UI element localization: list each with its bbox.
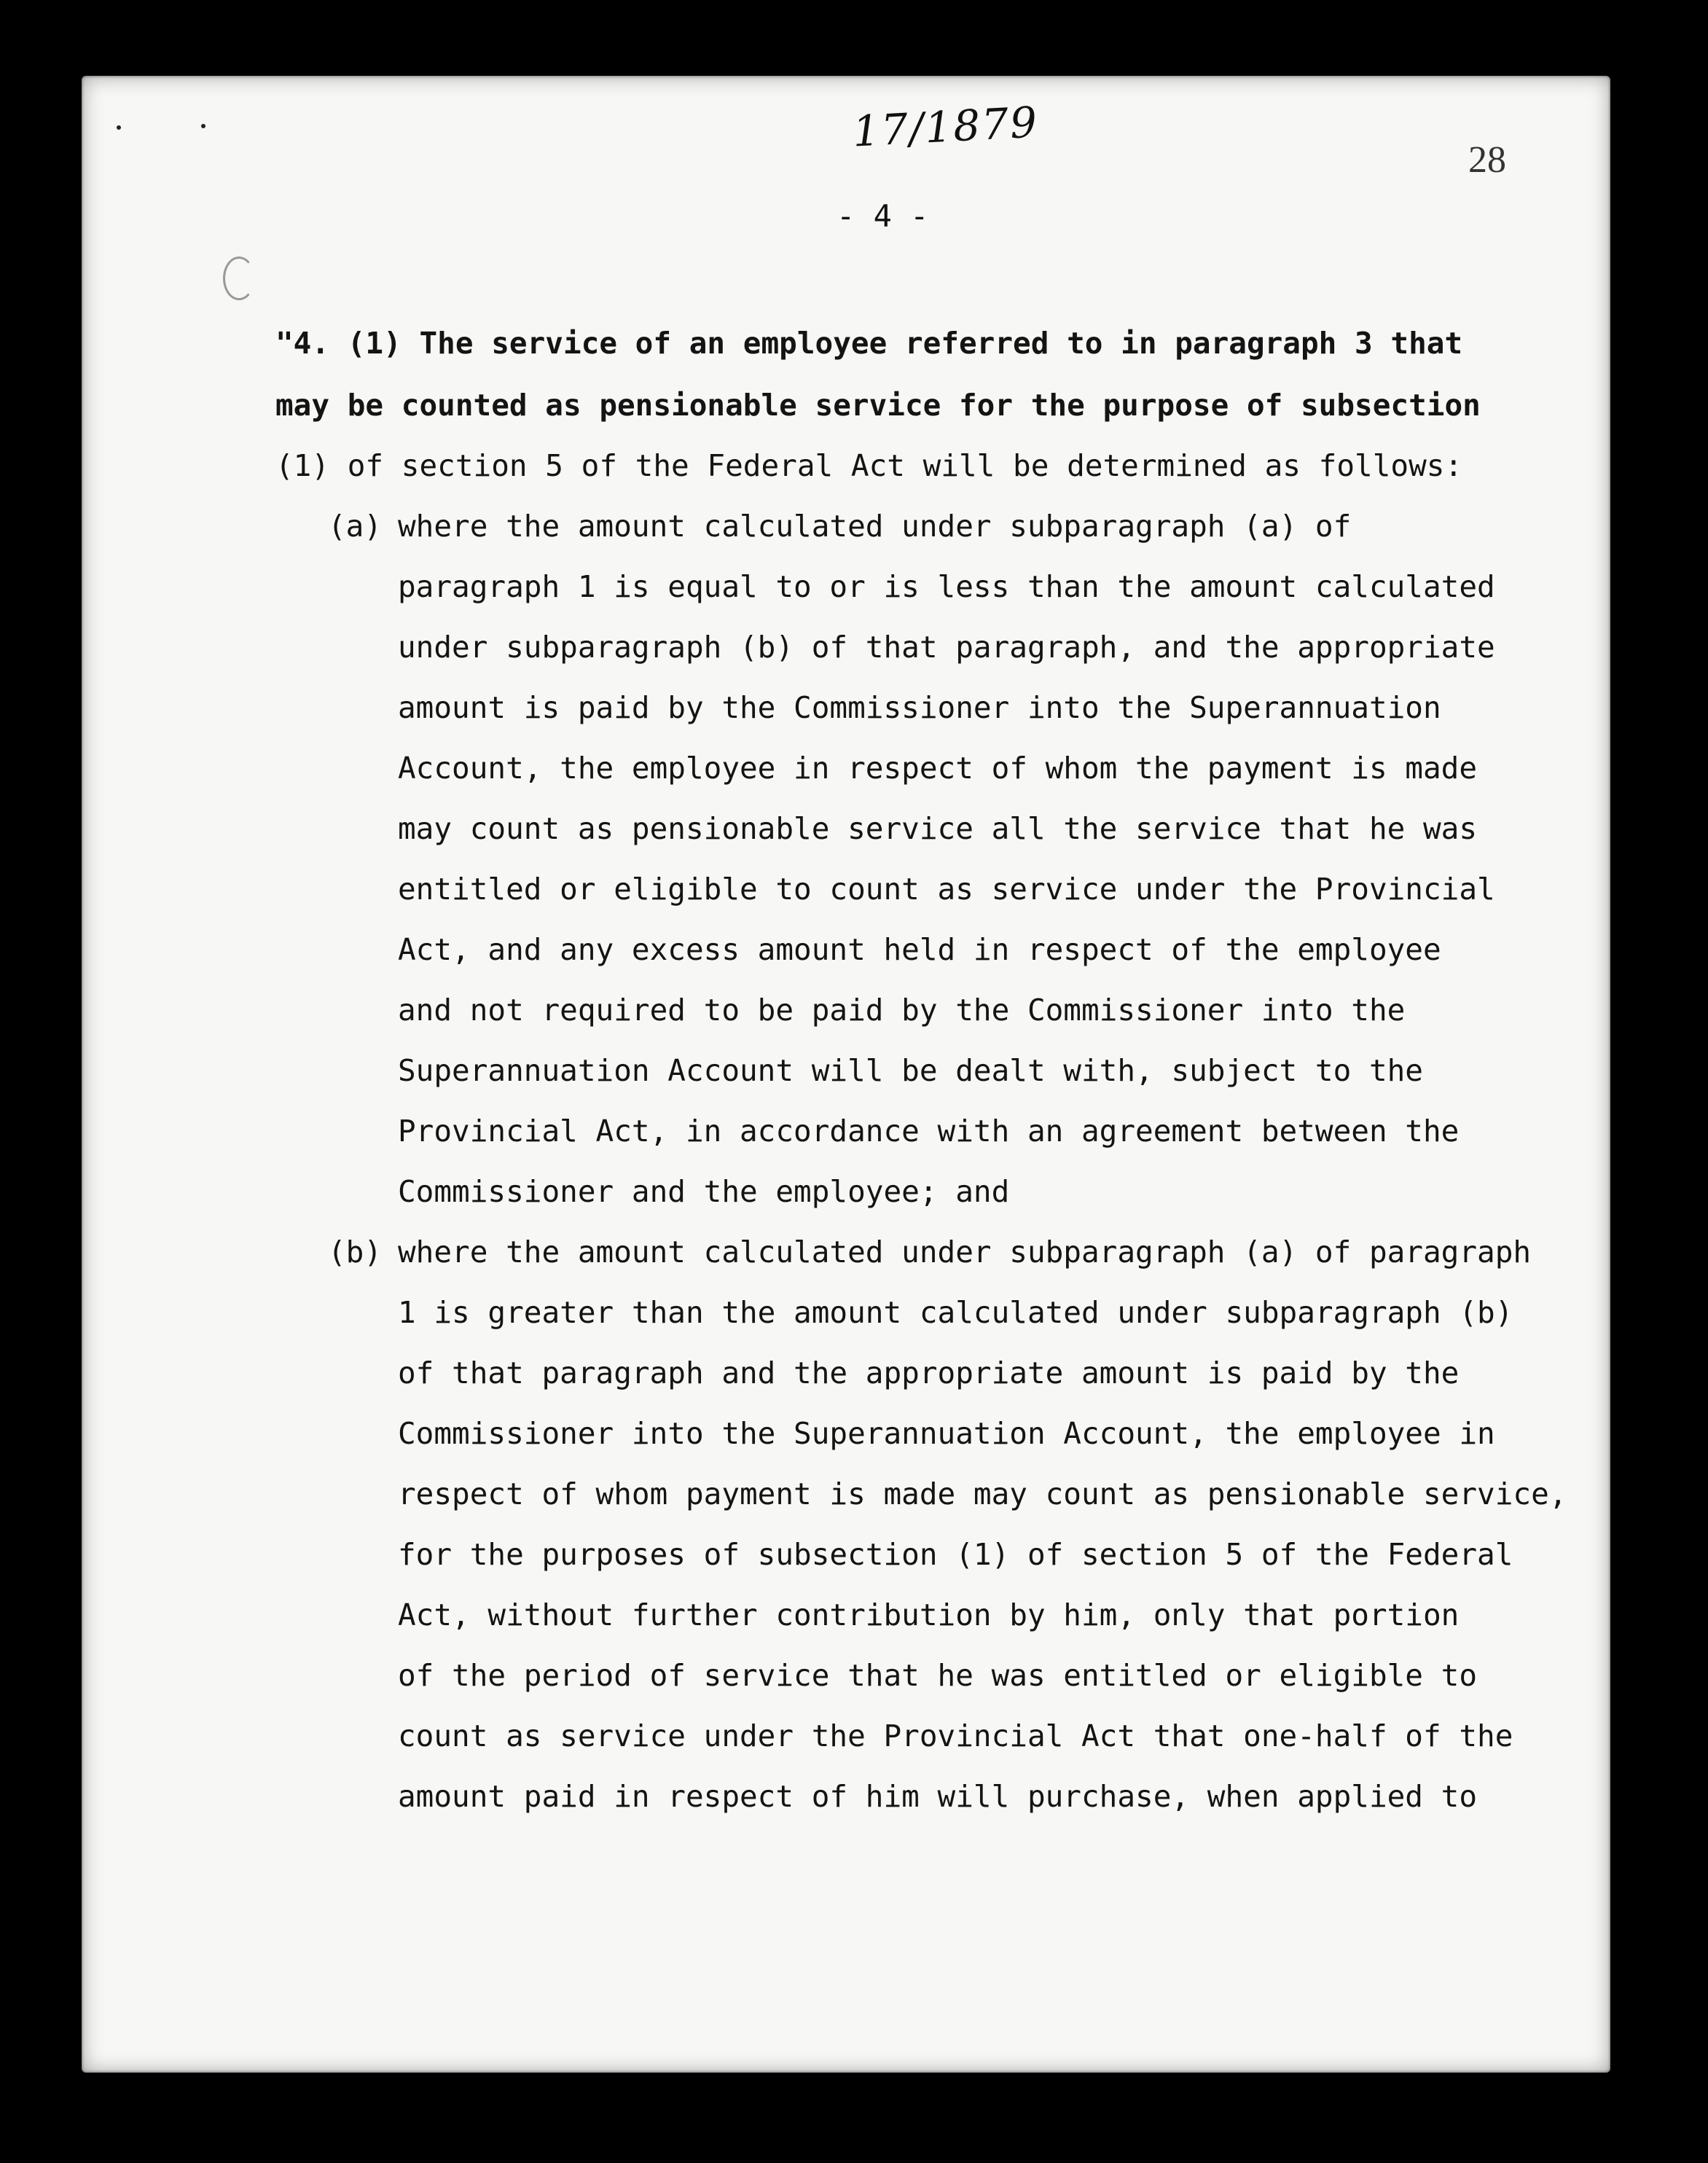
punch-hole-mark [223,257,255,300]
item-a-line: entitled or eligible to count as service under the Provincial [398,872,1495,907]
item-b-line: Commissioner into the Superannuation Account, the employee in [398,1416,1495,1451]
item-b-line: for the purposes of subsection (1) of section 5 of the Federal [398,1537,1513,1572]
item-b-line: of that paragraph and the appropriate amount is paid by the [398,1356,1460,1390]
item-a-line: and not required to be paid by the Commissioner into the [398,993,1406,1028]
item-a-line: paragraph 1 is equal to or is less than the amount calculated [398,569,1495,604]
scan-speck [117,125,121,130]
handwritten-reference: 17/1879 [851,97,1040,157]
item-b-line: of the period of service that he was entitled or eligible to [398,1658,1478,1693]
item-a-line: Superannuation Account will be dealt with, subject to the [398,1053,1423,1088]
item-a-line: may count as pensionable service all the service that he was [398,811,1478,846]
item-a-line: Provincial Act, in accordance with an agreement between the [398,1114,1460,1149]
item-b-line: respect of whom payment is made may count as pensionable service, [398,1476,1567,1511]
item-a-label: (a) [328,509,383,544]
item-b-label: (b) [328,1235,383,1270]
item-b-line: Act, without further contribution by him, only that portion [398,1597,1460,1632]
item-b-line: amount paid in respect of him will purchase, when applied to [398,1779,1478,1814]
item-a-line: Account, the employee in respect of whom the payment is made [398,751,1478,786]
item-a-line: Act, and any excess amount held in respect of the employee [398,932,1441,967]
item-b-line: 1 is greater than the amount calculated under subparagraph (b) [398,1295,1513,1330]
intro-line: (1) of section 5 of the Federal Act will be determined as follows: [275,448,1463,483]
item-a-line: Commissioner and the employee; and [398,1174,1010,1209]
item-a-line: under subparagraph (b) of that paragraph, and the appropriate [398,630,1495,665]
scan-speck [201,124,205,128]
item-a-line: where the amount calculated under subparagraph (a) of [398,509,1352,544]
item-b-line: count as service under the Provincial Act that one-half of the [398,1718,1513,1753]
folio-number: 28 [1468,139,1506,181]
item-a-line: amount is paid by the Commissioner into the Superannuation [398,690,1441,725]
intro-line: "4. (1) The service of an employee referred to in paragraph 3 that [275,326,1463,361]
intro-line: may be counted as pensionable service for the purpose of subsection [275,388,1481,423]
item-b-line: where the amount calculated under subparagraph (a) of paragraph [398,1235,1532,1270]
page-number: - 4 - [837,198,929,234]
